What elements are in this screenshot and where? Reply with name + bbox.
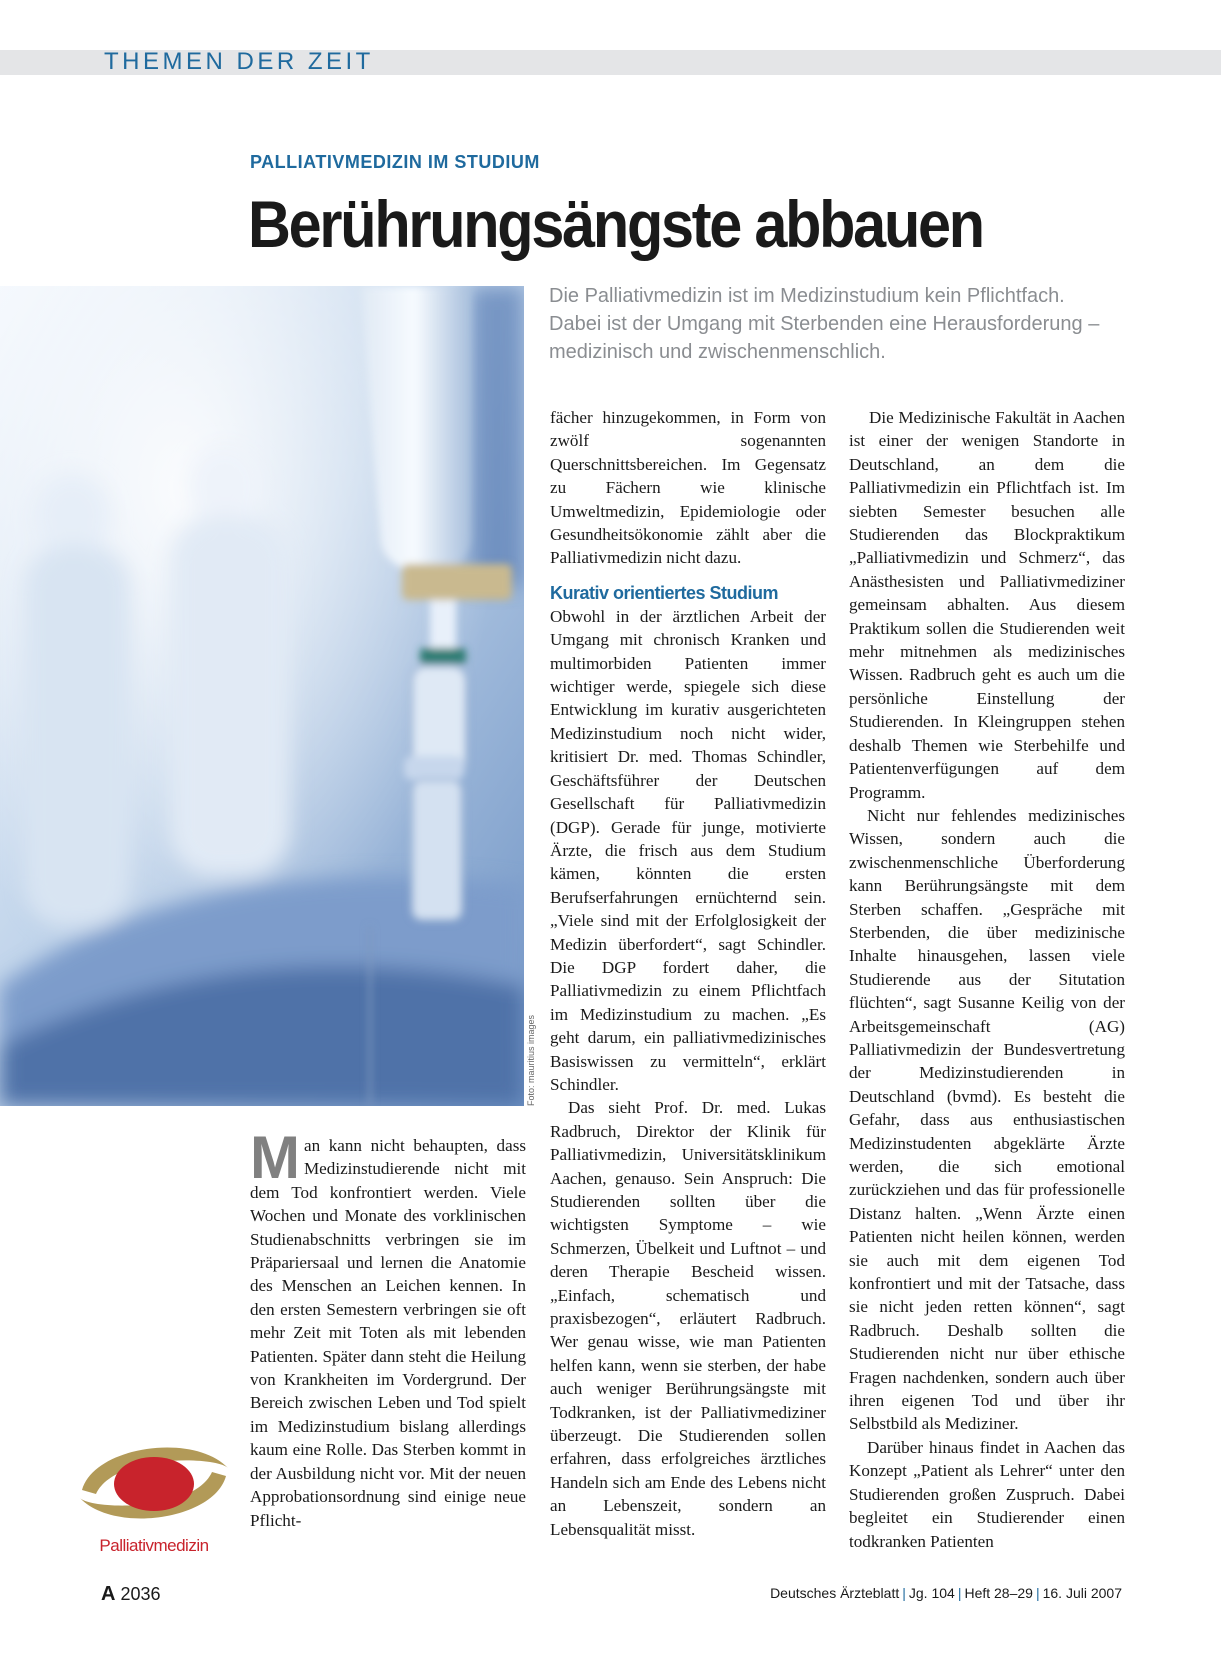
journal-name: Deutsches Ärzteblatt — [770, 1585, 900, 1601]
palliative-logo-icon — [74, 1428, 234, 1538]
photo-credit: Foto: mauritius images — [526, 1014, 536, 1106]
paragraph: Die Medizinische Fakultät in Aachen ist einer der wenigen Standorte in Deutschland, an dem die Palliativmedizin ein Pflichtfach ist. Im siebten Semester besuchen alle Studierenden das Blockpraktikum „Palliativmedizin und Schmerz“, das Anästhesisten und Palliativmediziner gemeinsam abhalten. Aus diesem Praktikum sollen die Studierenden weit mehr mitnehmen als medizinisches Wissen. Radbruch geht es auch um die persönliche Einstellung der Studierenden. In Kleingruppen stehen deshalb Themen wie Sterbehilfe und Patientenverfügungen auf dem Programm. — [849, 408, 1125, 802]
article-photo — [0, 286, 524, 1106]
page-number-value: 2036 — [120, 1584, 161, 1604]
paragraph: Nicht nur fehlendes medizinisches Wissen, sondern auch die zwischenmenschliche Überforderung kann Berührungsängste mit dem Sterben schaffen. „Gespräche mit Sterbenden, die über medizinische Inhalte hinausgehen, lassen viele Studierende aus der Situtation flüchten“, sagt Susanne Keilig von der Arbeitsgemeinschaft (AG) Palliativmedizin der Bundesvertretung der Medizinstudierenden in Deutschland (bvmd). Es besteht die Gefahr, dass aus enthusiastischen Medizinstudenten abgeklärte Ärzte werden, die sich emotional zurückziehen und das für professionelle Distanz halten. „Wenn Ärzte einen Patienten nicht heilen können, werden sie auch mit dem eigenen Tod konfrontiert und mit der Tatsache, dass sie nicht jeden retten können“, sagt Radbruch. Deshalb sollten die Studierenden nicht nur über ethische Fragen nachdenken, sondern auch über ihren eigenen Tod und über ihr Selbstbild als Mediziner. — [849, 805, 1125, 1434]
article-column-1 — [250, 1124, 526, 1532]
paragraph: fächer hinzugekommen, in Form von zwölf sogenannten Querschnittsbereichen. Im Gegensatz zu Fächern wie klinische Umweltmedizin, Epidemiologie oder Gesundheitsökonomie zählt aber die Palliativmedizin nicht dazu. — [550, 408, 826, 568]
paragraph: Das sieht Prof. Dr. med. Lukas Radbruch, Direktor der Klinik für Palliativmedizin, Universitätsklinikum Aachen, genauso. Sein Anspruch: Die Studierenden sollten über die wichtigsten Symptome – wie Schmerzen, Übelkeit und Luftnot – und deren Therapie Bescheid wissen. „Einfach, schematisch und praxisbezogen“, erläutert Radbruch. Wer genau wisse, wie man Patienten helfen kann, wenn sie sterben, der habe auch weniger Berührungsängste mit Todkranken, ist der Palliativmediziner überzeugt. Die Studierenden sollen erfahren, dass erfolgreiches ärztliches Handeln sich am Ende des Lebens nicht an Lebenszeit, sondern an Lebensqualität misst. — [550, 1098, 826, 1539]
journal-volume: Jg. 104 — [908, 1585, 955, 1601]
iv-drip-hospital-image — [0, 286, 524, 1106]
dropcap: M — [250, 1124, 300, 1191]
page-number — [101, 1583, 161, 1606]
logo-label: Palliativmedizin — [99, 1536, 209, 1555]
paragraph-text: an kann nicht behaupten, dass Medizinstudierende nicht mit dem Tod konfrontiert werden. Viele Wochen und Monate des vorklinischen Studienabschnitts verbringen sie im Präpariersaal und lernen die Anatomie des Menschen an Leichen kennen. In den ersten Semestern verbringen sie oft mehr Zeit mit Toten als mit lebenden Patienten. Später dann steht die Heilung von Krankheiten im Vordergrund. Der Bereich zwischen Leben und Tod spielt im Medizinstudium bislang allerdings kaum eine Rolle. Das Sterben kommt in der Ausbildung nicht vor. Mit der neuen Approbationsordnung sind einige neue Pflicht- — [250, 1136, 526, 1530]
page-prefix: A — [101, 1583, 116, 1605]
journal-issue: Heft 28–29 — [964, 1585, 1033, 1601]
article-subhead: Kurativ orientiertes Studium — [550, 582, 779, 603]
journal-date: 16. Juli 2007 — [1042, 1585, 1122, 1601]
section-label: THEMEN DER ZEIT — [104, 48, 374, 75]
journal-info: Deutsches Ärzteblatt | Jg. 104 | Heft 28–29 | 16. Juli 2007 — [770, 1585, 1122, 1601]
article-title: Berührungsängste abbauen — [248, 187, 983, 261]
paragraph: Darüber hinaus findet in Aachen das Konzept „Patient als Lehrer“ unter den Studierenden großen Zuspruch. Dabei begleitet ein Studierender einen todkranken Patienten — [849, 1437, 1125, 1551]
paragraph — [250, 1124, 526, 1532]
article-column-2 — [550, 406, 826, 1541]
paragraph: Obwohl in der ärztlichen Arbeit der Umgang mit chronisch Kranken und multimorbiden Patienten immer wichtiger werde, spiegele sich diese Entwicklung im kurativ ausgerichteten Medizinstudium noch nicht wider, kritisiert Dr. med. Thomas Schindler, Geschäftsführer der Deutschen Gesellschaft für Palliativmedizin (DGP). Gerade für junge, motivierte Ärzte, die frisch aus dem Studium kämen, könnten die ersten Berufserfahrungen ernüchternd sein. „Viele sind mit der Erfolglosigkeit der Medizin überfordert“, sagt Schindler. Die DGP fordert daher, die Palliativmedizin zu einem Pflichtfach im Medizinstudium zu machen. „Es geht darum, ein palliativmedizinisches Basiswissen zu vermitteln“, erklärt Schindler. — [550, 606, 826, 1094]
article-intro: Die Palliativmedizin ist im Medizinstudium kein Pflichtfach. Dabei ist der Umgang mit Sterbenden eine Herausforderung – medizinisch und zwischenmenschlich. — [549, 285, 1100, 363]
article-column-3 — [849, 406, 1125, 1553]
article-kicker: PALLIATIVMEDIZIN IM STUDIUM — [250, 152, 540, 172]
